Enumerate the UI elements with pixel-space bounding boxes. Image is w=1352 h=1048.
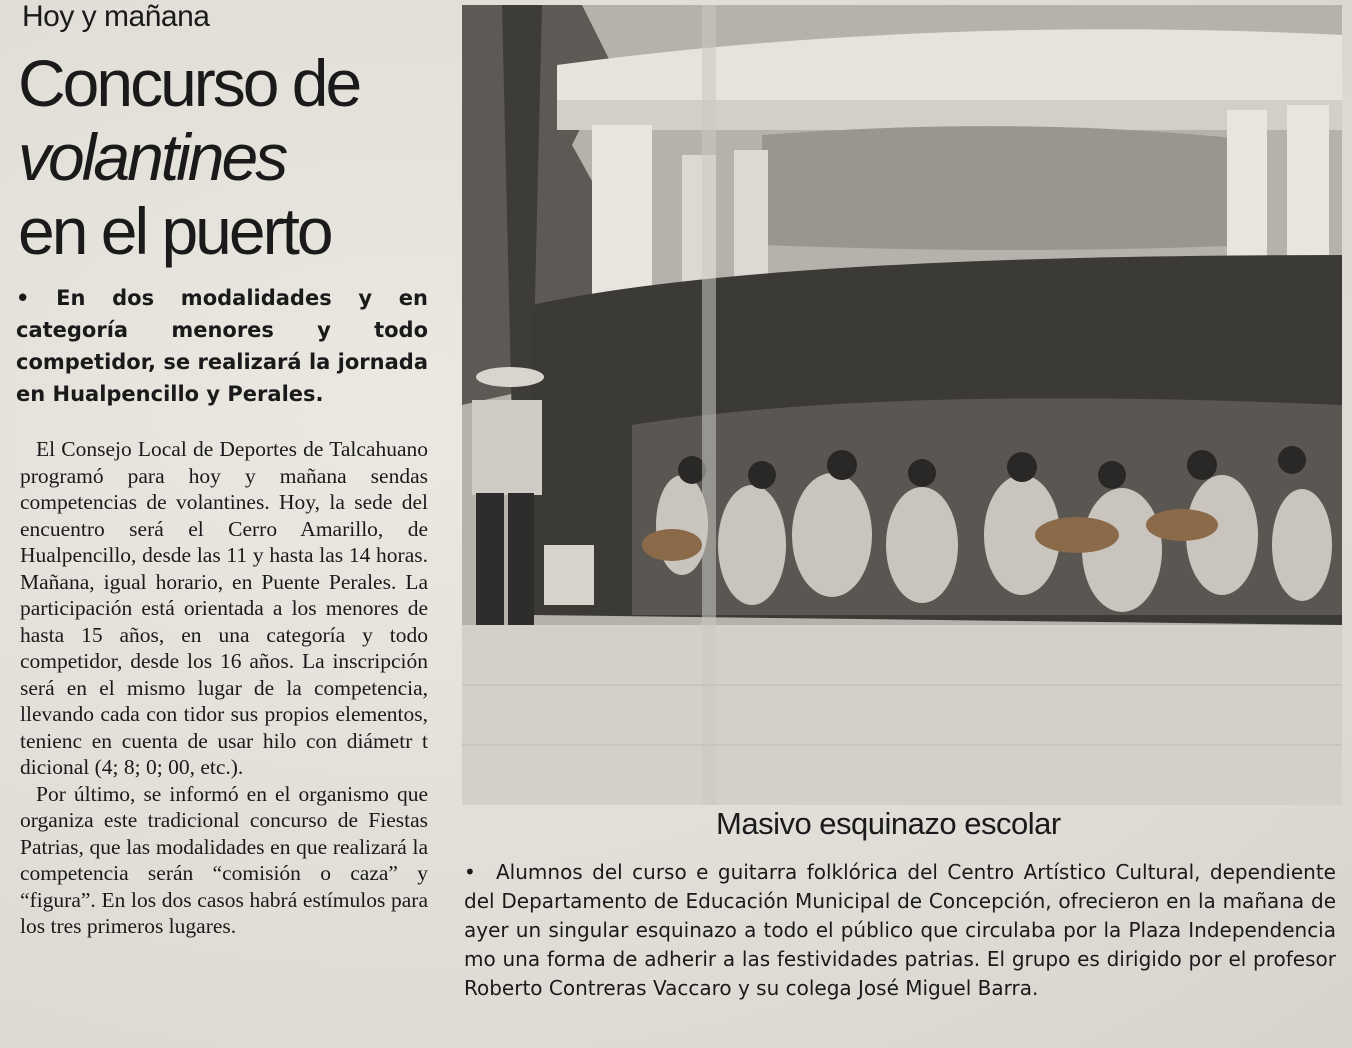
- caption-title: Masivo esquinazo escolar: [716, 806, 1061, 841]
- body-paragraph-2: Por último, se informó en el organismo que organiza este tradicional concurso de Fiestas Patrias, que las modalidades en que realizará la competencia serán “comisión o caza” y “figura”. En los dos casos habrá estímulos para los tres primeros lugares.: [20, 781, 428, 938]
- photo-illustration: [462, 5, 1342, 805]
- news-photo: [462, 5, 1342, 805]
- headline-line-3: en el puerto: [18, 194, 331, 268]
- article-kicker: Hoy y mañana: [22, 0, 210, 33]
- caption-bullet: •: [464, 860, 476, 884]
- body-paragraph-1: El Consejo Local de Deportes de Talcahuano programó para hoy y mañana sendas competencias de volantines. Hoy, la sede del encuentro será el Cerro Amarillo, de Hualpencillo, desde las 11 y hasta las 14 horas. Mañana, igual horario, en Puente Perales. La participación está orientada a los menores de hasta 15 años, en una categoría y todo competidor, desde los 16 años. La inscripción será en el mismo lugar de la competencia, llevando cada con tidor sus propios elementos, tenienc en cuenta de usar hilo con diámetr t dicional (4; 8; 0; 00, etc.).: [20, 437, 428, 779]
- photo-caption: [464, 858, 1336, 1003]
- article-headline: [18, 46, 448, 268]
- article-body: [20, 436, 428, 940]
- headline-line-1: Concurso de: [18, 46, 360, 120]
- article-deck: • En dos modalidades y en categoría menores y todo competidor, se realizará la jornada en Hualpencillo y Perales.: [16, 286, 428, 406]
- caption-body: Alumnos del curso e guitarra folklórica del Centro Artístico Cultural, dependiente del Departamento de Educación Municipal de Concepción, ofrecieron en la mañana de ayer un singular esquinazo a todo el público que circulaba por la Plaza Independencia mo una forma de adherir a las festividades patrias. El grupo es dirigido por el profesor Roberto Contreras Vaccaro y su colega José Miguel Barra.: [464, 860, 1336, 1000]
- headline-line-2: volantines: [18, 120, 286, 194]
